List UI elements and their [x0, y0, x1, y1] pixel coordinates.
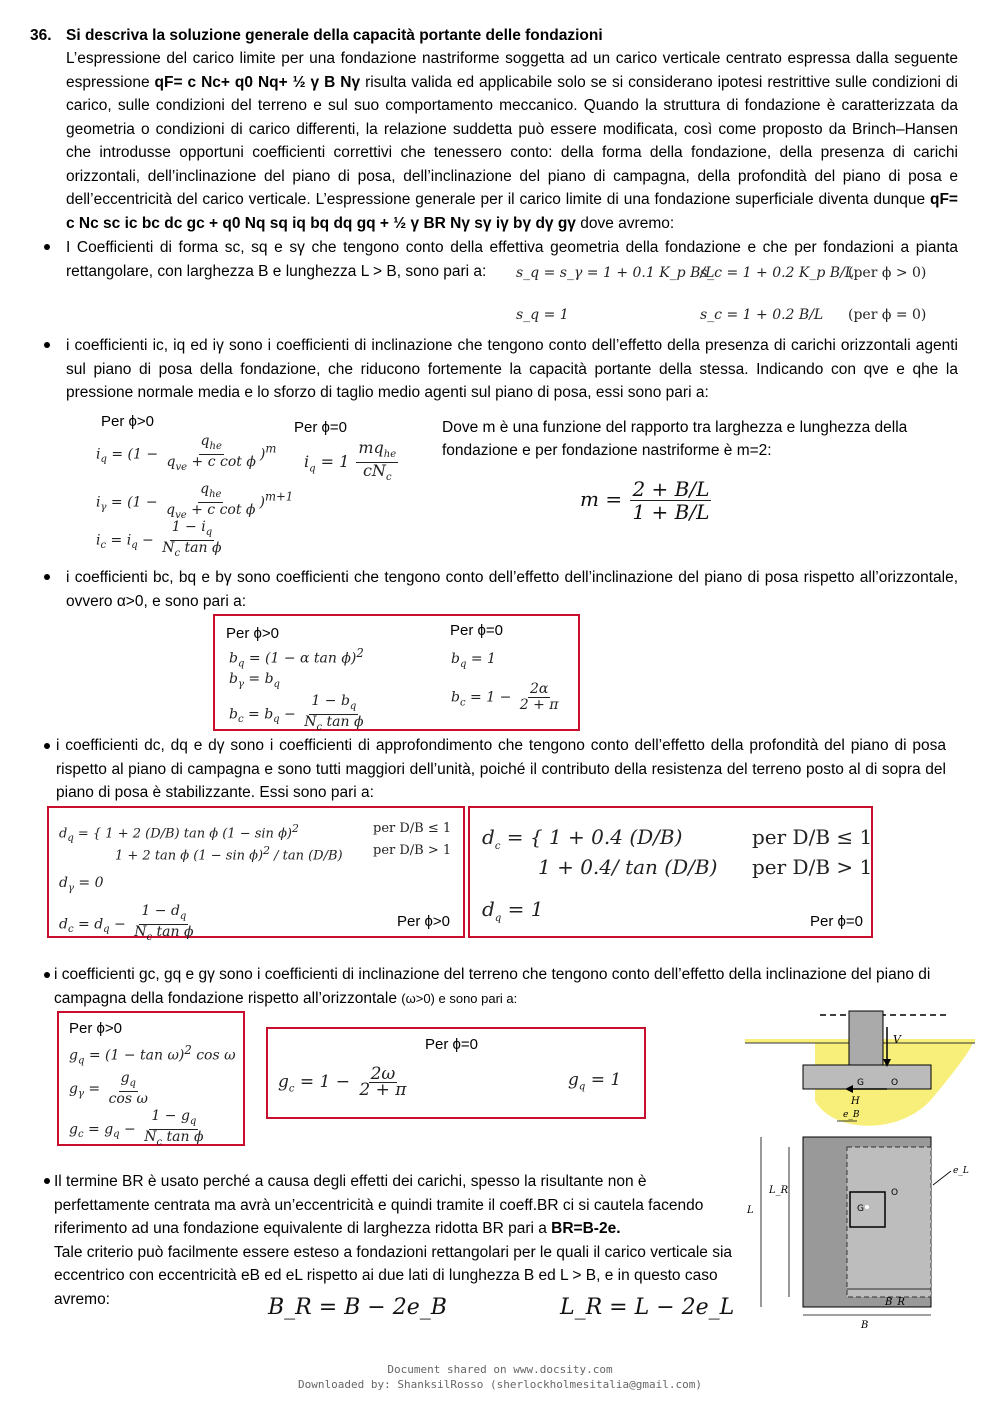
- section-title: Si descriva la soluzione generale della capacità portante delle fondazioni: [66, 27, 603, 44]
- bq-formula: $b_q = (1 - \alpha$ tan ϕ)$^2$: [229, 646, 364, 670]
- br-text: [54, 1170, 734, 1311]
- label-B: B: [861, 1320, 869, 1330]
- base-label-zero: Per ϕ=0: [450, 622, 504, 639]
- ground-text-b: (ω>0) e sono pari a:: [401, 990, 518, 1006]
- inclination-note: Dove m è una funzione del rapporto tra larghezza e lunghezza della fondazione e per fondazione nastriforme è m=2:: [442, 419, 908, 459]
- bc-formula-pos: $b_c = b_q$ − $\frac{1 - b_q}{N_c \tan \phi}$: [229, 693, 364, 733]
- depth-cond-zero-1: per D/B ≤ 1: [752, 825, 873, 849]
- el-leader: [933, 1171, 951, 1185]
- plan-reduced: [847, 1147, 931, 1297]
- label-L: L: [747, 1205, 754, 1216]
- foundation-figure: [745, 1005, 975, 1330]
- ground-label-pos: Per ϕ>0: [69, 1020, 123, 1037]
- label-eL: e_L: [953, 1166, 969, 1176]
- ic-formula-pos: $i_c = i_q$ − $\frac{1 - i_q}{N_c \tan \phi}$: [96, 519, 222, 559]
- label-LR: L_R: [769, 1185, 789, 1196]
- igamma-formula-pos: $i_\gamma = (1$ − $\frac{q_{he}}{q_{ve} + c \cot \phi}$ )$^{m+1}$: [96, 481, 294, 521]
- br-text-b: Tale criterio può facilmente essere esteso a fondazioni rettangolari per le quali il carico verticale sia eccentrico con eccentricità eB ed eL rispetto ai due lati di lunghezza B ed L > B, e in questo caso avremo:: [54, 1243, 733, 1308]
- shape-cond-2: (per ϕ = 0): [848, 307, 927, 323]
- label-H: H: [851, 1096, 860, 1107]
- depth-cond-2: per D/B > 1: [373, 843, 452, 858]
- label-V: V: [893, 1033, 901, 1046]
- depth-box-pos: [47, 806, 465, 943]
- bullet-icon: [44, 342, 50, 348]
- footing: [803, 1065, 931, 1089]
- dc-formula-zero-2: 1 + 0.4/ tan (D/B): [538, 855, 718, 879]
- intro-paragraph: [66, 47, 958, 235]
- intro-formula: qF= c Nc+ q0 Nq+ ½ γ B Nγ: [154, 73, 361, 91]
- dc-formula-zero: $d_c$ = { 1 + 0.4 (D/B): [482, 825, 683, 852]
- iq-formula-pos: $i_q = (1$ − $\frac{q_{he}}{q_{ve} + c \cot \phi}$ )$^m$: [96, 433, 277, 473]
- shape-formula-2: s_c = 1 + 0.2 K_p B/L: [700, 265, 855, 281]
- base-formula-box: [213, 614, 580, 731]
- label-O-plan: O: [891, 1188, 899, 1198]
- point-G: [865, 1205, 869, 1209]
- iq-formula-zero: $i_q = 1$ $\frac{mq_{he}}{cN_c}$: [304, 438, 397, 484]
- depth-text: i coefficienti dc, dq e dγ sono i coefficienti di approfondimento che tengono conto dell’effetto della profondità del piano di posa rispetto al piano di campagna e sono tutti maggiori dell’unità, poiché il contributo della resistenza del terreno posto al di sopra del piano di posa è stabilizzante. Essi sono pari a:: [56, 737, 946, 801]
- depth-label-zero: Per ϕ=0: [810, 913, 864, 930]
- dc-formula-pos: $d_c = d_q$ − $\frac{1 - d_q}{N_c \tan \phi}$: [59, 903, 194, 943]
- intro-text-b: risulta valida ed applicabile solo se si considerano ipotesi restrittive sulle condizioni di carico, sulle condizioni del terreno e sul suo comportamento meccanico. Quando la struttura di fondazione è caratterizzata da geometria o condizioni di carico differenti, la relazione suddetta può essere modificata, così come proposto da Brinch–Hansen che introdusse opportuni coefficienti correttivi che tenessero conto: della forma della fondazione, della presenza di carichi orizzontali, dell’inclinazione del piano di posa, dell’inclinazione del piano di campagna, della profondità del piano di posa e dell’eccentricità del carico verticale. L’espressione generale per il carico limite di una fondazione superficiale diventa dunque: [66, 73, 958, 208]
- label-G-top: G: [857, 1078, 864, 1088]
- ground-text-a: i coefficienti gc, gq e gγ sono i coefficienti di inclinazione del terreno che tengono conto dell’effetto della inclinazione del piano di campagna della fondazione rispetto all’orizzontale: [54, 966, 931, 1007]
- bullet-icon: [44, 244, 50, 250]
- dq-formula-zero: $d_q = 1$: [482, 897, 544, 924]
- depth-cond-1: per D/B ≤ 1: [373, 821, 452, 836]
- bullet-icon: [44, 743, 50, 749]
- bullet-icon: [44, 1178, 50, 1184]
- depth-cond-zero-2: per D/B > 1: [752, 855, 873, 879]
- dq-formula-2: 1 + 2 tan ϕ $(1 - \sin \phi)^2 / \tan (D/B)$: [115, 844, 343, 864]
- shape-description: I Coefficienti di forma sc, sq e sγ che tengono conto della effettiva geometria della fondazione e che per fondazioni a pianta rettangolare, con larghezza B e lunghezza L > B, sono pari a:: [66, 239, 958, 280]
- depth-box-zero: [468, 806, 873, 938]
- ground-box-zero: [266, 1027, 646, 1119]
- inclination-label-zero: Per ϕ=0: [294, 419, 348, 436]
- label-O-top: O: [891, 1078, 899, 1088]
- label-eB: e_B: [843, 1110, 860, 1120]
- footer-shared: Document shared on www.docsity.com: [387, 1363, 613, 1376]
- inclination-label-pos: Per ϕ>0: [101, 413, 155, 430]
- inclination-text: i coefficienti ic, iq ed iγ sono i coefficienti di inclinazione che tengono conto dell’effetto della presenza di carichi orizzontali agenti sul piano di posa della fondazione, che riducono fortemente la capacità portante della stessa. Indicando con qve e qhe la pressione normale media e lo sforzo di taglio medio agenti sul piano di posa, essi sono pari a:: [66, 337, 958, 401]
- base-label-pos: Per ϕ>0: [226, 625, 280, 642]
- intro-text-c: dove avremo:: [575, 214, 675, 232]
- ggamma-formula: $g_\gamma$ = $\frac{g_q}{\text{cos ω}}$: [69, 1070, 148, 1107]
- bq-formula-zero: $b_q = 1$: [451, 651, 496, 670]
- footer-downloaded: Downloaded by: ShanksilRosso (sherlockholmesitalia@gmail.com): [298, 1378, 702, 1391]
- br-formula: B_R = B − 2e_B: [268, 1295, 447, 1320]
- ground-box-pos: [57, 1011, 245, 1146]
- shape-cond-1: (per ϕ > 0): [848, 265, 927, 281]
- br-text-a: Il termine BR è usato perché a causa degli effetti dei carichi, spesso la risultante non è perfettamente centrata ma avrà un’eccentricità e quindi tramite il coeff.BR ci si cautela facendo riferimento ad una fondazione equivalente di larghezza ridotta BR pari a: [54, 1173, 704, 1237]
- gc-formula-zero: $g_c = 1$ − $\frac{2\omega}{2 + \pi}$: [278, 1064, 407, 1100]
- dgamma-formula: $d_\gamma = 0$: [59, 875, 104, 894]
- m-formula: m = $\frac{2 + B/L}{1 + B/L}$: [580, 477, 710, 524]
- bullet-icon: [44, 574, 50, 580]
- shape-formula-4: s_c = 1 + 0.2 B/L: [700, 307, 824, 323]
- general-formula: qF= c Nc sc ic bc dc gc + q0 Nq sq iq bq dq gq + ½ γ BR Nγ sγ iγ bγ dγ gγ: [66, 191, 958, 232]
- ground-text: [54, 963, 934, 1010]
- bgamma-formula: $b_\gamma = b_q$: [229, 671, 280, 690]
- column: [849, 1011, 883, 1067]
- gc-formula-pos: $g_c = g_q$ − $\frac{1 - g_q}{N_c \tan \phi}$: [69, 1108, 204, 1148]
- label-G-plan: G: [857, 1204, 864, 1214]
- section-number: 36.: [30, 27, 52, 44]
- gq-formula: $g_q = (1 - \tan \omega)^2$ cos ω: [69, 1043, 236, 1067]
- shape-formula-3: s_q = 1: [516, 307, 569, 323]
- bc-formula-zero: $b_c = 1$ − $\frac{2\alpha}{2 + \pi}$: [451, 681, 559, 713]
- ground-label-zero: Per ϕ=0: [425, 1036, 479, 1053]
- depth-label-pos: Per ϕ>0: [397, 913, 451, 930]
- br-bold: BR=B-2e.: [551, 1220, 621, 1237]
- bullet-icon: [44, 972, 50, 978]
- base-text: i coefficienti bc, bq e bγ sono coefficienti che tengono conto dell’effetto dell’inclinazione del piano di posa rispetto all’orizzontale, ovvero α>0, e sono pari a:: [66, 569, 958, 610]
- gq-formula-zero: $g_q = 1$: [568, 1070, 622, 1093]
- lr-formula: L_R = L − 2e_L: [560, 1295, 735, 1320]
- dq-formula: $d_q$ = { 1 + 2 (D/B) tan ϕ $(1 - \sin \phi)^2$: [59, 822, 299, 844]
- shape-formula-1: s_q = s_γ = 1 + 0.1 K_p B/L: [516, 265, 715, 281]
- intro-text-a: L’espressione del carico limite per una fondazione nastriforme soggetta ad un carico verticale centrato espressa dalla seguente espressione: [66, 50, 958, 91]
- label-BR: B_R: [885, 1297, 905, 1308]
